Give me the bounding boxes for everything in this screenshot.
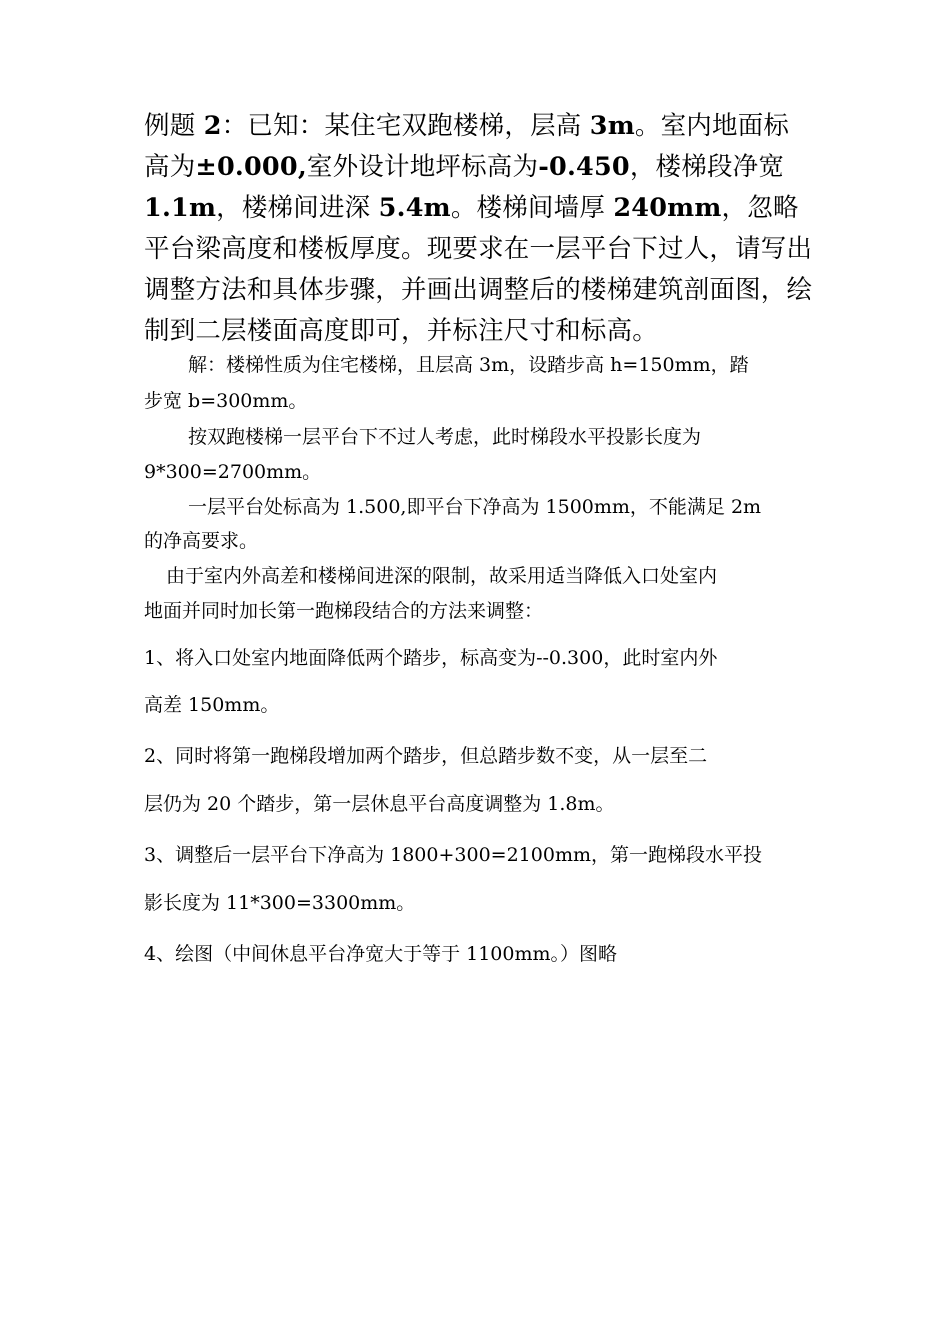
solution-p2-line1: 按双跑楼梯一层平台下不过人考虑，此时梯段水平投影长度为: [188, 426, 702, 448]
solution-p1-line1: 解：楼梯性质为住宅楼梯，且层高 3m，设踏步高 h=150mm，踏: [188, 354, 749, 376]
problem-text: 室外设计地坪标高为: [306, 152, 539, 182]
problem-bold-value: -0.450: [538, 152, 630, 182]
solution-p4-line1: 由于室内外高差和楼梯间进深的限制，故采用适当降低入口处室内: [166, 565, 718, 587]
problem-bold-value: 5.4m: [378, 193, 451, 223]
step-2-line2: 层仍为 20 个踏步，第一层休息平台高度调整为 1.8m。: [144, 793, 615, 815]
problem-text: ，忽略平台梁高度和楼板厚度。现要求在一层平台下过人，请写出调整方法和具体步骤，并画出调整后的楼梯建筑剖面图，绘制到二层楼面高度即可，并标注尺寸和标高。: [144, 193, 813, 346]
step-3-line1: 3、调整后一层平台下净高为 1800+300=2100mm，第一跑梯段水平投: [144, 844, 762, 866]
problem-text: 。楼梯间墙厚: [450, 193, 614, 223]
problem-text: ，楼梯段净宽: [629, 152, 785, 182]
solution-p3-line2: 的净高要求。: [144, 530, 259, 552]
step-1-line1: 1、将入口处室内地面降低两个踏步，标高变为--0.300，此时室内外: [144, 647, 718, 669]
step-4-line1: 4、绘图（中间休息平台净宽大于等于 1100mm。）图略: [144, 943, 618, 965]
step-2-line1: 2、同时将第一跑梯段增加两个踏步，但总踏步数不变，从一层至二: [144, 745, 708, 767]
solution-p1-line2: 步宽 b=300mm。: [144, 390, 308, 412]
problem-text: 。室内地面标高为: [144, 111, 790, 182]
problem-text: ：已知：某住宅双跑楼梯，层高: [221, 111, 590, 141]
solution-p4-line2: 地面并同时加长第一跑梯段结合的方法来调整：: [144, 600, 544, 622]
problem-bold-value: 3m: [589, 111, 635, 141]
problem-bold-value: ±0.000,: [195, 152, 307, 182]
step-3-line2: 影长度为 11*300=3300mm。: [144, 892, 416, 914]
problem-text: 例题: [144, 111, 204, 141]
problem-bold-value: 1.1m: [144, 193, 217, 223]
problem-statement: [144, 106, 814, 352]
step-1-line2: 高差 150mm。: [144, 694, 280, 716]
solution-p3-line1: 一层平台处标高为 1.500,即平台下净高为 1500mm，不能满足 2m: [188, 496, 762, 518]
solution-p2-line2: 9*300=2700mm。: [144, 461, 322, 483]
problem-bold-value: 240mm: [613, 193, 722, 223]
problem-bold-value: 2: [203, 111, 222, 141]
problem-text: ，楼梯间进深: [216, 193, 379, 223]
